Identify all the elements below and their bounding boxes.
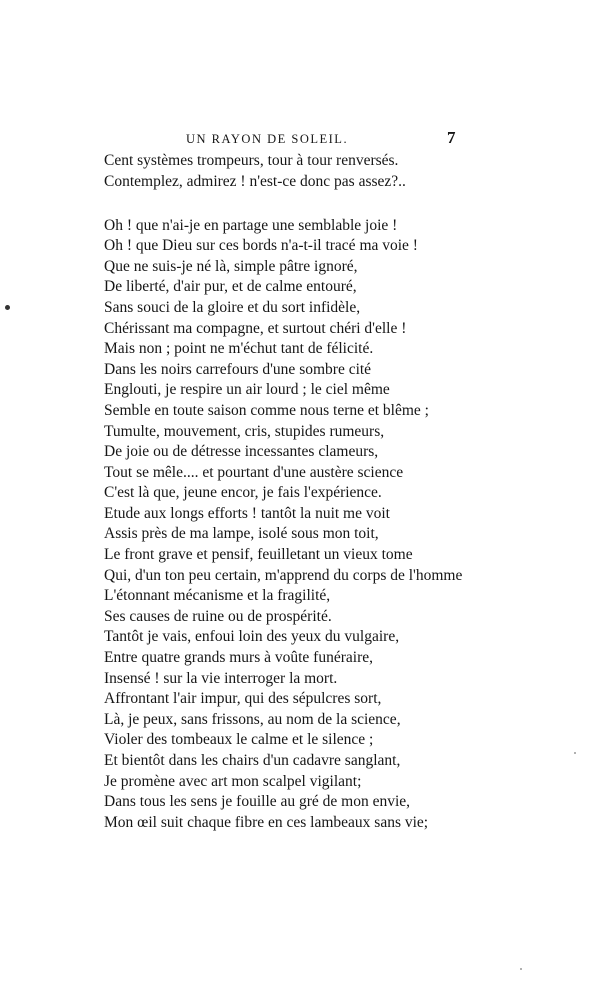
stanza-break xyxy=(104,192,574,215)
verse-line: Le front grave et pensif, feuilletant un vieux tome xyxy=(104,546,413,564)
verse-line: Violer des tombeaux le calme et le silence ; xyxy=(104,731,374,749)
verse-line: Sans souci de la gloire et du sort infidèle, xyxy=(104,298,361,316)
verse-line: Tantôt je vais, enfoui loin des yeux du vulgaire, xyxy=(104,628,400,646)
verse-line: Affrontant l'air impur, qui des sépulcres sort, xyxy=(104,690,382,708)
verse-line: Mon œil suit chaque fibre en ces lambeaux sans vie; xyxy=(104,813,429,831)
verse-line: Dans les noirs carrefours d'une sombre cité xyxy=(104,360,372,378)
verse-line: C'est là que, jeune encor, je fais l'expérience. xyxy=(104,484,382,502)
verse-line: Je promène avec art mon scalpel vigilant; xyxy=(104,772,362,790)
verse-line: Là, je peux, sans frissons, au nom de la science, xyxy=(104,710,401,728)
verse-line: Ses causes de ruine ou de prospérité. xyxy=(104,607,332,625)
verse-line: Etude aux longs efforts ! tantôt la nuit me voit xyxy=(104,504,390,522)
paper-speck xyxy=(520,968,522,970)
verse-line: Tumulte, mouvement, cris, stupides rumeurs, xyxy=(104,422,385,440)
verse-line: Semble en toute saison comme nous terne et blême ; xyxy=(104,401,429,419)
poem-text xyxy=(104,151,574,833)
running-title: UN RAYON DE SOLEIL. xyxy=(186,132,349,146)
verse-line: Englouti, je respire un air lourd ; le ciel même xyxy=(104,381,390,399)
verse-line: Assis près de ma lampe, isolé sous mon toit, xyxy=(104,525,379,543)
verse-line: L'étonnant mécanisme et la fragilité, xyxy=(104,587,331,605)
verse-line: Entre quatre grands murs à voûte funéraire, xyxy=(104,649,373,667)
paper-speck xyxy=(574,752,576,754)
verse-line: Qui, d'un ton peu certain, m'apprend du corps de l'homme xyxy=(104,566,463,584)
verse-line: Tout se mêle.... et pourtant d'une austère science xyxy=(104,463,404,481)
verse-line: Et bientôt dans les chairs d'un cadavre sanglant, xyxy=(104,752,401,770)
verse-line: Dans tous les sens je fouille au gré de mon envie, xyxy=(104,793,411,811)
verse-line: Contemplez, admirez ! n'est-ce donc pas assez?.. xyxy=(104,172,406,190)
verse-line: De joie ou de détresse incessantes clameurs, xyxy=(104,443,379,461)
verse-line: Chérissant ma compagne, et surtout chéri d'elle ! xyxy=(104,319,407,337)
verse-line: Mais non ; point ne m'échut tant de félicité. xyxy=(104,340,374,358)
ink-dot xyxy=(5,305,10,310)
verse-line: Insensé ! sur la vie interroger la mort. xyxy=(104,669,338,687)
verse-line: Oh ! que n'ai-je en partage une semblable joie ! xyxy=(104,216,398,234)
verse-line: De liberté, d'air pur, et de calme entouré, xyxy=(104,278,357,296)
verse-line: Oh ! que Dieu sur ces bords n'a-t-il tracé ma voie ! xyxy=(104,237,418,255)
verse-line: Que ne suis-je né là, simple pâtre ignoré, xyxy=(104,257,358,275)
verse-line: Cent systèmes trompeurs, tour à tour renversés. xyxy=(104,152,399,169)
page-number: 7 xyxy=(447,128,456,147)
